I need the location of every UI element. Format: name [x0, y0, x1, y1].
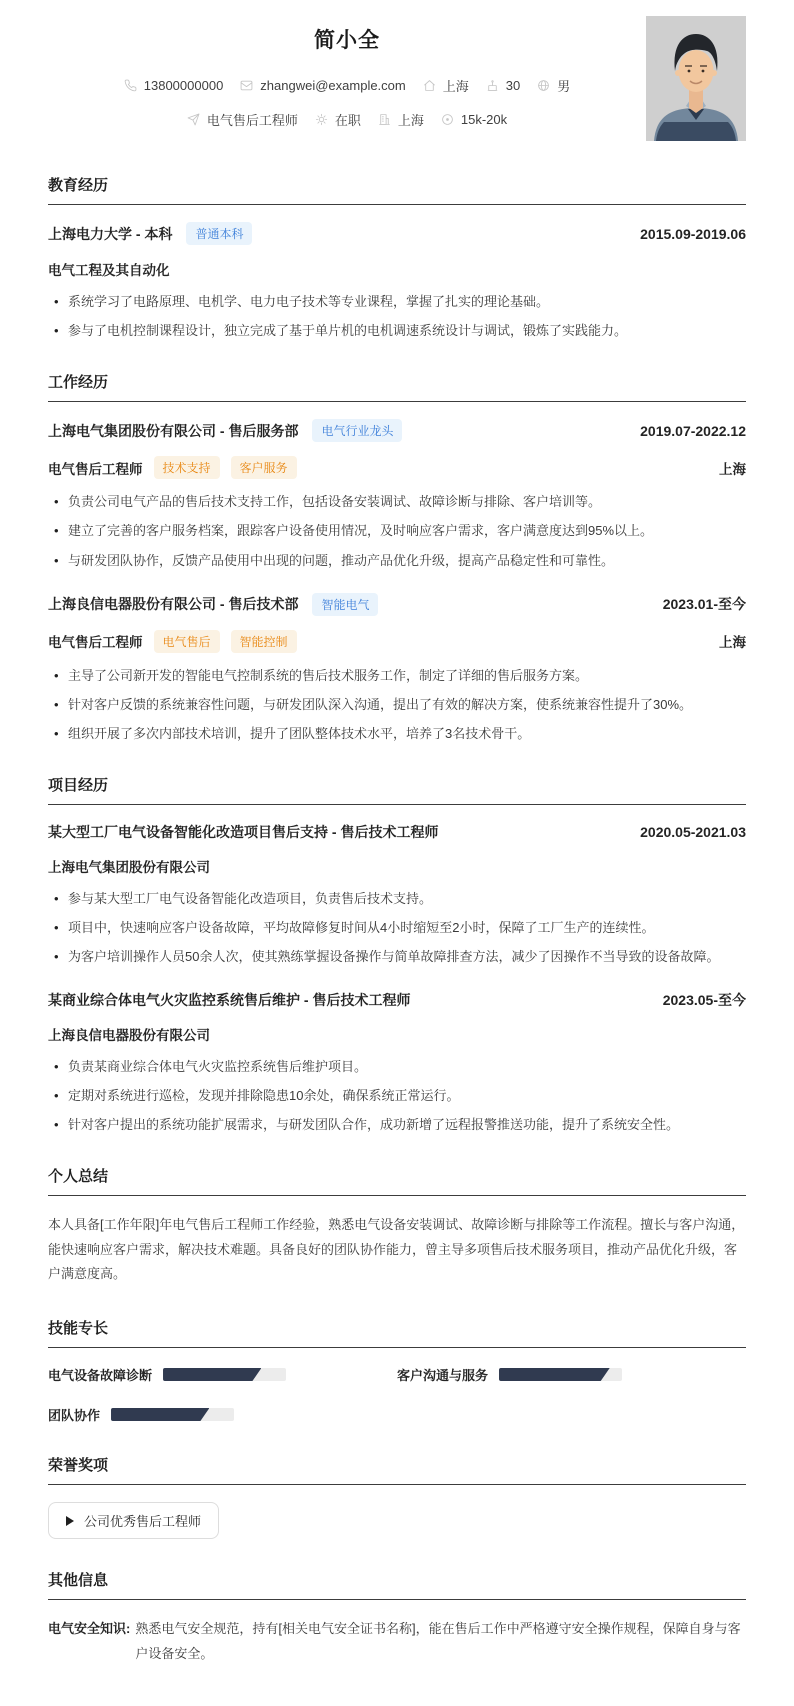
- bullet-item: • 组织开展了多次内部技术培训，提升了团队整体技术水平，培养了3名技术骨干。: [48, 724, 746, 744]
- work-entry-1: [48, 419, 746, 570]
- paper-plane-icon: [187, 113, 200, 126]
- company-badge: 电气行业龙头: [312, 419, 402, 442]
- skill-label: 客户沟通与服务: [397, 1368, 489, 1384]
- contact-row-2: [187, 110, 507, 129]
- city-value: 上海: [397, 113, 424, 128]
- phone-value: 13800000000: [143, 78, 224, 93]
- other-info-text: 熟悉电气安全规范，持有[相关电气安全证书名称]，能在售后工作中严格遵守安全操作规程，保障自身与客户设备安全。: [135, 1621, 741, 1661]
- bullet-item: • 参与某大型工厂电气设备智能化改造项目，负责售后技术支持。: [48, 889, 746, 909]
- skill-item: [397, 1365, 746, 1384]
- bullet-item: • 系统学习了电路原理、电机学、电力电子技术等专业课程，掌握了扎实的理论基础。: [48, 292, 746, 312]
- skill-label: 电气设备故障诊断: [48, 1368, 153, 1384]
- header: [48, 14, 746, 144]
- project-company: 上海良信电器股份有限公司: [48, 1027, 210, 1043]
- section-title-other-info: 其他信息: [48, 1569, 746, 1600]
- role-tag: 技术支持: [154, 456, 220, 479]
- email-icon: [240, 79, 253, 92]
- project-name: 某商业综合体电气火灾监控系统售后维护 - 售后技术工程师: [48, 991, 411, 1008]
- work-date: 2023.01-至今: [662, 596, 746, 613]
- project-date: 2023.05-至今: [662, 991, 746, 1008]
- phone-icon: [124, 79, 137, 92]
- education-bullets: [48, 292, 746, 341]
- bullet-item: • 负责公司电气产品的售后技术支持工作，包括设备安装调试、故障诊断与排除、客户培训等。: [48, 492, 746, 512]
- section-title-honors: 荣誉奖项: [48, 1454, 746, 1485]
- contact-phone: [124, 78, 224, 93]
- section-skills: [48, 1317, 746, 1424]
- bullet-item: • 针对客户提出的系统功能扩展需求，与研发团队合作，成功新增了远程报警推送功能，提升了系统安全性。: [48, 1115, 746, 1135]
- bullet-item: • 主导了公司新开发的智能电气控制系统的售后技术服务工作，制定了详细的售后服务方案。: [48, 666, 746, 686]
- work-location: 上海: [719, 461, 746, 477]
- summary-text: 本人具备[工作年限]年电气售后工程师工作经验，熟悉电气设备安装调试、故障诊断与排除等工作流程。擅长与客户沟通，能快速响应客户需求，解决技术难题。具备良好的团队协作能力，曾主导多项售后技术服务项目，推动产品优化升级，客户满意度高。: [48, 1216, 745, 1282]
- contact-gender: [537, 76, 570, 95]
- work-location: 上海: [719, 635, 746, 651]
- project-entry-1: [48, 822, 746, 967]
- gender-value: 男: [557, 79, 571, 94]
- section-title-education: 教育经历: [48, 174, 746, 205]
- role-tag: 电气售后: [154, 630, 220, 653]
- section-other-info: [48, 1569, 746, 1666]
- role-tag: 客户服务: [231, 456, 297, 479]
- section-title-skills: 技能专长: [48, 1317, 746, 1348]
- contact-email: [240, 78, 405, 93]
- contact-age: [486, 78, 520, 93]
- skill-item: [48, 1405, 397, 1424]
- role-tag: 智能控制: [231, 630, 297, 653]
- section-projects: [48, 774, 746, 1135]
- work-bullets: [48, 492, 746, 570]
- skill-bar: [111, 1408, 234, 1421]
- work-bullets: [48, 666, 746, 744]
- contact-home: [423, 76, 469, 95]
- profile-photo: [646, 16, 746, 141]
- section-title-work: 工作经历: [48, 371, 746, 402]
- status-value: 在职: [334, 113, 361, 128]
- bullet-item: • 建立了完善的客户服务档案，跟踪客户设备使用情况，及时响应客户需求，客户满意度达到95%以上。: [48, 521, 746, 541]
- contact-city: [378, 110, 424, 129]
- skill-bar-fill: [499, 1368, 610, 1381]
- salary-value: 15k-20k: [460, 112, 508, 127]
- building-icon: [378, 113, 391, 126]
- project-date: 2020.05-2021.03: [640, 824, 746, 841]
- contact-position: [187, 110, 298, 129]
- bullet-item: • 负责某商业综合体电气火灾监控系统售后维护项目。: [48, 1057, 746, 1077]
- bullet-item: • 针对客户反馈的系统兼容性问题，与研发团队深入沟通，提出了有效的解决方案，使系统兼容性提升了30%。: [48, 695, 746, 715]
- globe-icon: [537, 79, 550, 92]
- other-info-label: 电气安全知识:: [48, 1621, 131, 1637]
- bullet-item: • 项目中，快速响应客户设备故障，平均故障修复时间从4小时缩短至2小时，保障了工厂生产的连续性。: [48, 918, 746, 938]
- honor-chip[interactable]: [48, 1502, 219, 1539]
- honor-label: 公司优秀售后工程师: [84, 1514, 202, 1530]
- project-entry-2: [48, 990, 746, 1135]
- bullet-item: • 与研发团队协作，反馈产品使用中出现的问题，推动产品优化升级，提高产品稳定性和可靠性。: [48, 551, 746, 571]
- candidate-name: 简小全: [314, 29, 380, 52]
- email-value: zhangwei@example.com: [260, 78, 406, 93]
- header-info: [48, 14, 646, 144]
- project-bullets: [48, 889, 746, 967]
- company-name: 上海良信电器股份有限公司 - 售后技术部: [48, 596, 299, 613]
- education-badge: 普通本科: [186, 222, 252, 245]
- skill-label: 团队协作: [48, 1408, 101, 1424]
- birthday-cake-icon: [486, 79, 499, 92]
- skill-bar-fill: [111, 1408, 209, 1421]
- bullet-item: • 为客户培训操作人员50余人次，使其熟练掌握设备操作与简单故障排查方法，减少了因操作不当导致的设备故障。: [48, 947, 746, 967]
- skill-item: [48, 1365, 397, 1384]
- role-title: 电气售后工程师: [48, 635, 143, 651]
- work-entry-2: [48, 593, 746, 744]
- section-work: [48, 371, 746, 744]
- section-honors: [48, 1454, 746, 1539]
- skill-bar-fill: [163, 1368, 261, 1381]
- role-title: 电气售后工程师: [48, 461, 143, 477]
- contact-salary: [441, 112, 507, 127]
- bullet-item: • 定期对系统进行巡检，发现并排除隐患10余处，确保系统正常运行。: [48, 1086, 746, 1106]
- education-entry: [48, 222, 746, 341]
- other-info-item: [48, 1617, 746, 1666]
- age-value: 30: [505, 78, 521, 93]
- coin-icon: [441, 113, 454, 126]
- status-gear-icon: [315, 113, 328, 126]
- skill-bar: [163, 1368, 286, 1381]
- project-company: 上海电气集团股份有限公司: [48, 860, 210, 876]
- work-date: 2019.07-2022.12: [640, 422, 746, 439]
- section-summary: [48, 1165, 746, 1287]
- position-value: 电气售后工程师: [206, 113, 298, 128]
- section-title-projects: 项目经历: [48, 774, 746, 805]
- section-title-summary: 个人总结: [48, 1165, 746, 1196]
- play-triangle-icon: [66, 1516, 74, 1526]
- contact-row-1: [124, 76, 570, 95]
- skills-grid: [48, 1365, 746, 1424]
- skill-bar: [499, 1368, 622, 1381]
- project-bullets: [48, 1057, 746, 1135]
- education-date: 2015.09-2019.06: [640, 225, 746, 242]
- education-major: 电气工程及其自动化: [48, 263, 170, 278]
- home-icon: [423, 79, 436, 92]
- project-name: 某大型工厂电气设备智能化改造项目售后支持 - 售后技术工程师: [48, 824, 439, 841]
- company-name: 上海电气集团股份有限公司 - 售后服务部: [48, 422, 299, 439]
- bullet-item: • 参与了电机控制课程设计，独立完成了基于单片机的电机调速系统设计与调试，锻炼了实践能力。: [48, 321, 746, 341]
- section-education: [48, 174, 746, 341]
- home-value: 上海: [442, 79, 469, 94]
- company-badge: 智能电气: [312, 593, 378, 616]
- school-name: 上海电力大学 - 本科: [48, 225, 173, 242]
- contact-status: [315, 110, 361, 129]
